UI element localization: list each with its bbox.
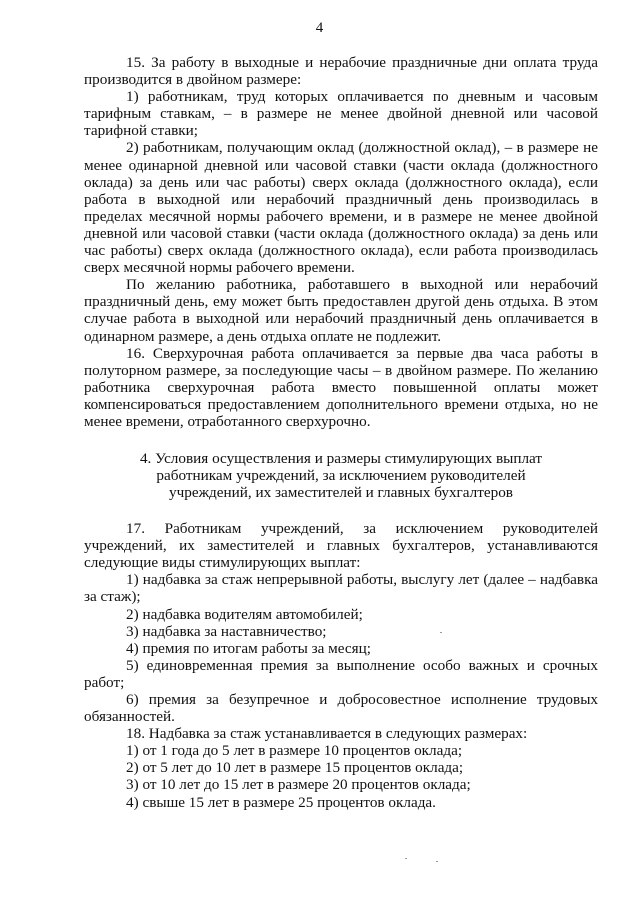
list-item: 3) надбавка за наставничество; [126,622,327,640]
paragraph-15-item-2: 2) работникам, получающим оклад (должностной оклад), – в размере не менее одинарной дневной или часовой ставки (части оклада (должностного оклада) за день или час работы) сверх оклада (должностного оклада), если работа в выходной или нерабочий праздничный день производилась в пределах месячной нормы рабочего времени, и в размере не менее двойной дневной или часовой ставки (части оклада (должностного оклада) за день или час работы) сверх оклада (должностного оклада), если работа производилась сверх месячной нормы рабочего времени. [84,139,598,277]
paragraph-15: 15. За работу в выходные и нерабочие праздничные дни оплата труда производится в двойном размере: [84,54,598,89]
list-item: 5) единовременная премия за выполнение особо важных и срочных работ; [84,656,598,691]
page-number: 4 [315,20,324,36]
document-body [84,54,598,811]
list-item: 1) от 1 года до 5 лет в размере 10 процентов оклада; [126,742,463,760]
heading-line: 4. Условия осуществления и размеры стимулирующих выплат [139,450,543,468]
paragraph-15-item-1: 1) работникам, труд которых оплачивается по дневным и часовым тарифным ставкам, – в размере не менее двойной дневной или часовой тарифной ставки; [84,88,598,140]
section-heading [84,450,598,501]
list-item: 2) от 5 лет до 10 лет в размере 15 процентов оклада; [126,759,464,777]
list-item: 2) надбавка водителям автомобилей; [126,605,363,623]
heading-line: учреждений, их заместителей и главных бухгалтеров [169,484,513,502]
paragraph-15-note: По желанию работника, работавшего в выходной или нерабочий праздничный день, ему может быть предоставлен другой день отдыха. В этом случае работа в выходной или нерабочий праздничный день оплачивается в одинарном размере, а день отдыха оплате не подлежит. [84,276,598,345]
list-item: 1) надбавка за стаж непрерывной работы, выслугу лет (далее – надбавка за стаж); [84,571,598,606]
scan-speck [405,858,407,859]
paragraph-18: 18. Надбавка за стаж устанавливается в следующих размерах: [126,725,528,743]
list-item: 4) свыше 15 лет в размере 25 процентов оклада. [126,793,436,811]
list-item: 6) премия за безупречное и добросовестное исполнение трудовых обязанностей. [84,691,598,726]
scan-speck [436,861,438,862]
list-item: 3) от 10 лет до 15 лет в размере 20 процентов оклада; [126,776,471,794]
heading-line: работникам учреждений, за исключением руководителей [156,467,526,485]
scan-speck [440,632,442,633]
paragraph-17: 17. Работникам учреждений, за исключением руководителей учреждений, их заместителей и главных бухгалтеров, устанавливаются следующие виды стимулирующих выплат: [84,520,598,572]
list-item: 4) премия по итогам работы за месяц; [126,639,371,657]
paragraph-16: 16. Сверхурочная работа оплачивается за первые два часа работы в полуторном размере, за последующие часы – в двойном размере. По желанию работника сверхурочная работа вместо повышенной оплаты может компенсироваться предоставлением дополнительного времени отдыха, но не менее времени, отработанного сверхурочно. [84,344,598,430]
